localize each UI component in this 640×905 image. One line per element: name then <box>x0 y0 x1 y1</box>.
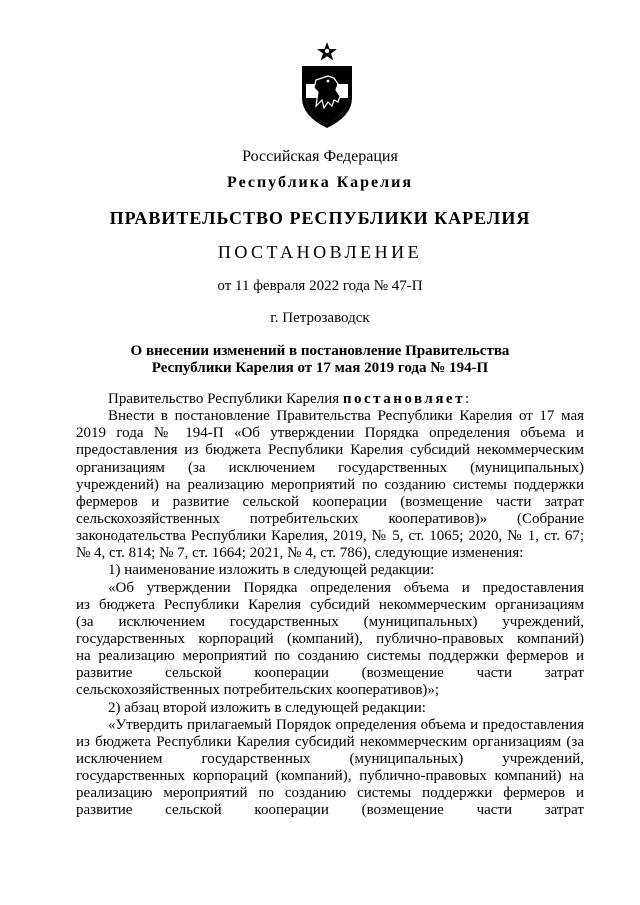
document-subject <box>0 343 640 377</box>
body-line: государственных корпораций (компаний), публично-правовых компаний) на <box>76 768 584 785</box>
body-line: 1) наименование изложить в следующей редакции: <box>108 562 435 579</box>
body-line: 2) абзац второй изложить в следующей редакции: <box>108 699 426 716</box>
document-date: от 11 февраля 2022 года № 47-П <box>217 278 423 294</box>
body-line: фермеров и развитие сельской кооперации (возмещение части затрат <box>76 493 584 510</box>
body-line: развитие сельской кооперации (возмещение части затрат <box>76 802 584 819</box>
body-line: учреждений) на реализацию мероприятий по созданию системы поддержки <box>76 476 584 493</box>
body-line: (за исключением государственных (муниципальных) учреждений, <box>76 613 584 630</box>
body-line: № 4, ст. 814; № 7, ст. 1664; 2021, № 4, ст. 786), следующие изменения: <box>76 545 524 562</box>
body-line: на реализацию мероприятий по созданию системы поддержки фермеров и <box>76 648 584 665</box>
body-line: развитие сельской кооперации (возмещение части затрат <box>76 665 584 682</box>
intro-line <box>76 391 584 408</box>
body-line: из бюджета Республики Карелия субсидий некоммерческим организациям <box>76 596 584 613</box>
body-line: законодательства Республики Карелия, 2019, № 5, ст. 1065; 2020, № 1, ст. 67; <box>76 528 584 545</box>
body-line: «Утвердить прилагаемый Порядок определения объема и предоставления <box>108 716 584 733</box>
subject-line: Республики Карелия от 17 мая 2019 года № 194-П <box>151 360 489 376</box>
subject-line: О внесении изменений в постановление Правительства <box>130 343 510 359</box>
decree-word: постановляет <box>342 391 465 407</box>
body-line: 2019 года № 194-П «Об утверждении Порядка определения объема и <box>76 425 584 442</box>
government-title: ПРАВИТЕЛЬСТВО РЕСПУБЛИКИ КАРЕЛИЯ <box>109 208 531 228</box>
body-line: организациям (за исключением государственных (муниципальных) <box>76 459 584 476</box>
document-body <box>76 391 584 820</box>
body-line: «Об утверждении Порядка определения объема и предоставления <box>108 579 584 596</box>
body-line: сельскохозяйственных потребительских кооперативов)»; <box>76 682 440 699</box>
body-line: реализацию мероприятий по созданию системы поддержки фермеров и <box>76 785 584 802</box>
republic-name: Республика Карелия <box>227 174 413 191</box>
intro-suffix: : <box>464 391 470 407</box>
body-line: исключением государственных (муниципальных) учреждений, <box>76 750 584 767</box>
body-line: из бюджета Республики Карелия субсидий некоммерческим организациям (за <box>76 733 584 750</box>
document-city: г. Петрозаводск <box>270 310 370 326</box>
body-line: сельскохозяйственных потребительских кооперативов)» (Собрание <box>76 510 584 527</box>
body-line: Внести в постановление Правительства Республики Карелия от 17 мая <box>108 408 584 425</box>
body-line: предоставления из бюджета Республики Карелия субсидий некоммерческим <box>76 442 584 459</box>
body-line: государственных корпораций (компаний), публично-правовых компаний) <box>76 630 584 647</box>
document-type: ПОСТАНОВЛЕНИЕ <box>217 242 423 262</box>
intro-prefix: Правительство Республики Карелия <box>108 391 343 407</box>
country-name: Российская Федерация <box>242 148 398 165</box>
karelia-coat-of-arms-icon <box>298 40 356 130</box>
